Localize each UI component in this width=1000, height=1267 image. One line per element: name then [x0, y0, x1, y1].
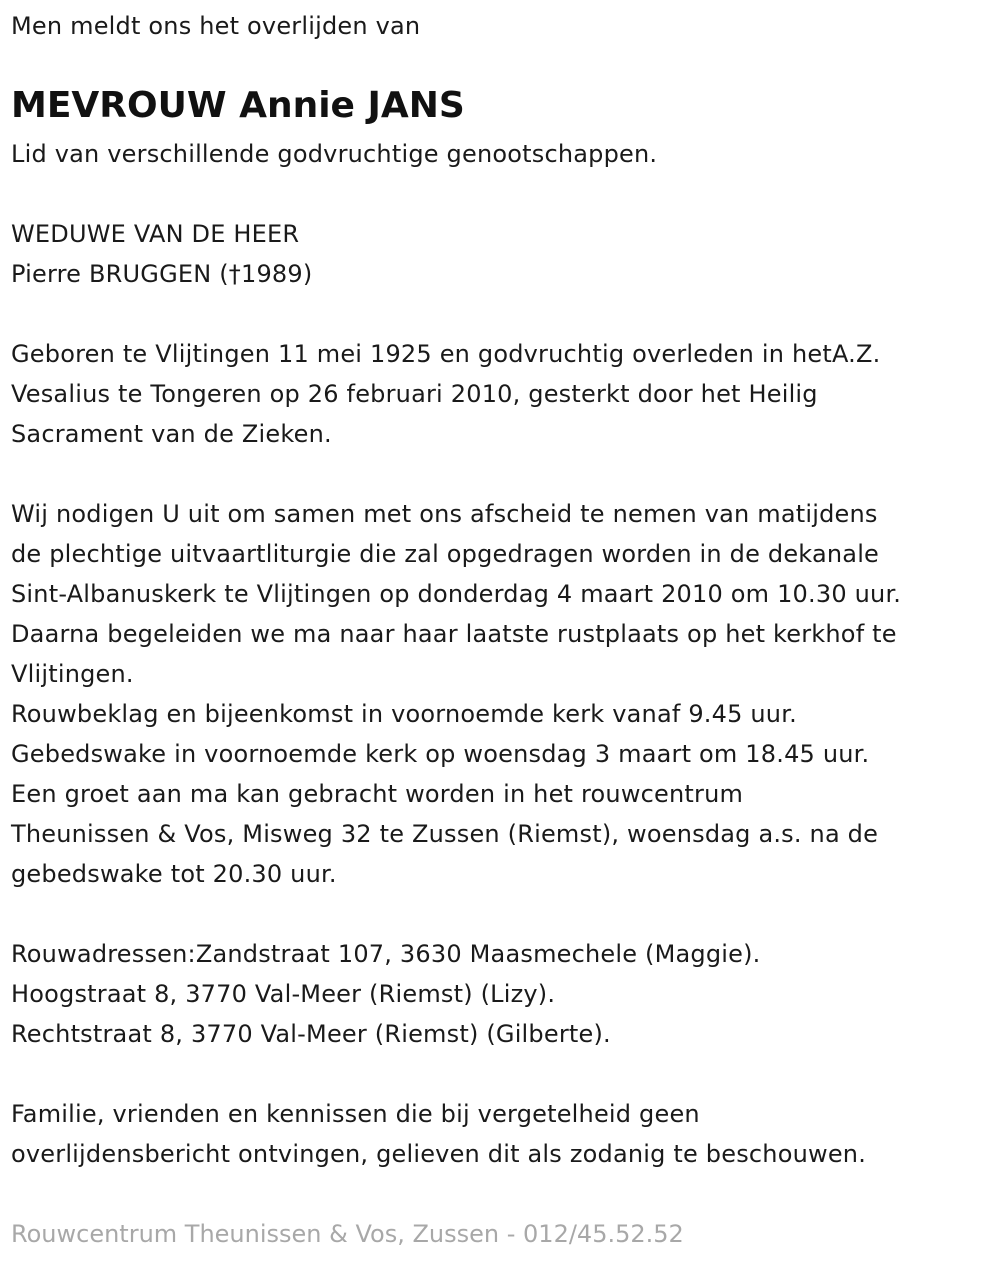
funeral-home-footer: Rouwcentrum Theunissen & Vos, Zussen - 012/45.52.52 — [11, 1220, 684, 1248]
invitation-line: de plechtige uitvaartliturgie die zal opgedragen worden in de dekanale — [11, 540, 880, 568]
birth-death-line: Vesalius te Tongeren op 26 februari 2010, gesterkt door het Heilig — [11, 380, 818, 408]
invitation-line: Gebedswake in voornoemde kerk op woensdag 3 maart om 18.45 uur. — [11, 740, 870, 768]
widow-block — [11, 214, 312, 294]
family-line: overlijdensbericht ontvingen, gelieven dit als zodanig te beschouwen. — [11, 1140, 867, 1168]
invitation-line: Wij nodigen U uit om samen met ons afscheid te nemen van matijdens — [11, 500, 878, 528]
deceased-name: MEVROUW Annie JANS — [11, 85, 465, 126]
address-line: Rechtstraat 8, 3770 Val-Meer (Riemst) (Gilberte). — [11, 1020, 611, 1048]
description-text: Lid van verschillende godvruchtige genootschappen. — [11, 140, 658, 168]
birth-death-line: Geboren te Vlijtingen 11 mei 1925 en godvruchtig overleden in hetA.Z. — [11, 340, 881, 368]
invitation-line: Sint-Albanuskerk te Vlijtingen op donderdag 4 maart 2010 om 10.30 uur. — [11, 580, 902, 608]
address-line: Rouwadressen:Zandstraat 107, 3630 Maasmechele (Maggie). — [11, 940, 761, 968]
widow-line: WEDUWE VAN DE HEER — [11, 220, 300, 248]
invitation-line: Daarna begeleiden we ma naar haar laatste rustplaats op het kerkhof te — [11, 620, 897, 648]
invitation-line: Vlijtingen. — [11, 660, 134, 688]
family-line: Familie, vrienden en kennissen die bij vergetelheid geen — [11, 1100, 700, 1128]
family-notice-block — [11, 1094, 866, 1174]
birth-death-block — [11, 334, 880, 454]
invitation-line: gebedswake tot 20.30 uur. — [11, 860, 337, 888]
widow-line: Pierre BRUGGEN (†1989) — [11, 260, 313, 288]
invitation-line: Rouwbeklag en bijeenkomst in voornoemde kerk vanaf 9.45 uur. — [11, 700, 797, 728]
intro-text: Men meldt ons het overlijden van — [11, 12, 421, 40]
invitation-line: Theunissen & Vos, Misweg 32 te Zussen (Riemst), woensdag a.s. na de — [11, 820, 879, 848]
description-block — [11, 134, 657, 174]
birth-death-line: Sacrament van de Zieken. — [11, 420, 332, 448]
invitation-block — [11, 494, 901, 894]
address-line: Hoogstraat 8, 3770 Val-Meer (Riemst) (Lizy). — [11, 980, 556, 1008]
mourning-addresses-block — [11, 934, 761, 1054]
invitation-line: Een groet aan ma kan gebracht worden in het rouwcentrum — [11, 780, 744, 808]
